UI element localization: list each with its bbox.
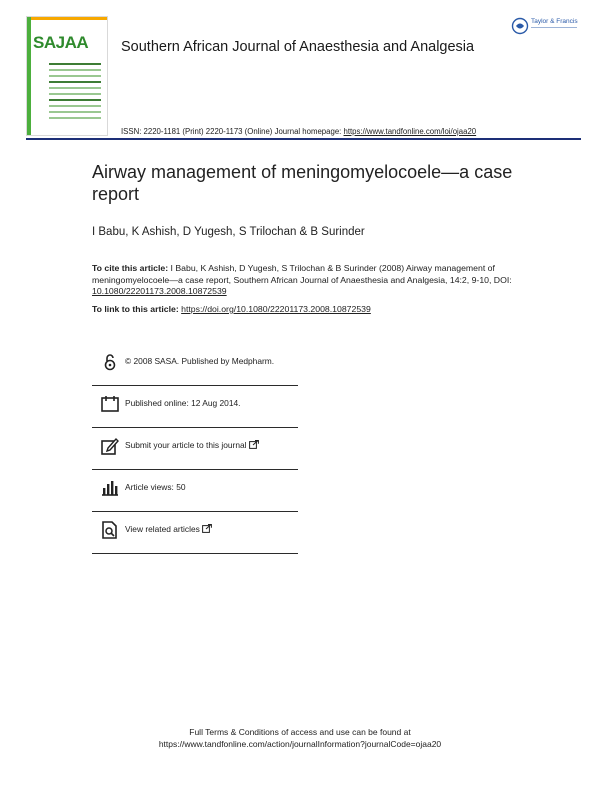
external-link-icon <box>249 440 259 449</box>
journal-name: Southern African Journal of Anaesthesia and Analgesia <box>121 39 475 55</box>
copyright-text: © 2008 SASA. Published by Medpharm. <box>125 356 275 366</box>
issn-text: ISSN: 2220-1181 (Print) 2220-1173 (Online) Journal homepage: <box>121 127 344 136</box>
cover-orange-bar <box>31 17 107 20</box>
journal-homepage-link[interactable]: https://www.tandfonline.com/loi/ojaa20 <box>343 127 477 136</box>
article-link-line <box>92 304 371 314</box>
open-access-icon <box>100 352 120 372</box>
footer-terms-url[interactable]: https://www.tandfonline.com/action/journalInformation?journalCode=ojaa20 <box>158 739 442 749</box>
published-online-text: Published online: 12 Aug 2014. <box>125 398 241 408</box>
bar-chart-icon <box>100 478 120 498</box>
cover-text-lines <box>49 63 101 123</box>
journal-cover-thumbnail <box>26 16 108 136</box>
footer <box>0 726 600 750</box>
link-label: To link to this article: <box>92 304 182 314</box>
article-views-item <box>92 470 298 512</box>
cite-text: I Babu, K Ashish, D Yugesh, S Trilochan & B Surinder (2008) Airway management of meningomyelocoele—a case report, Southern African Journal of Anaesthesia and Analgesia, 14:2, 9-10, DOI: <box>92 263 512 285</box>
cite-label: To cite this article: <box>92 263 169 273</box>
edit-icon <box>100 436 120 456</box>
publisher-logo-icon <box>511 17 529 35</box>
cover-title: SAJAA <box>33 33 89 52</box>
related-articles-item[interactable] <box>92 512 298 554</box>
published-online-item <box>92 386 298 428</box>
citation-block <box>92 263 522 298</box>
footer-terms-text: Full Terms & Conditions of access and use can be found at <box>189 727 411 737</box>
submit-article-item[interactable] <box>92 428 298 470</box>
article-info-list <box>92 344 298 554</box>
doi-link[interactable]: 10.1080/22201173.2008.10872539 <box>92 286 227 296</box>
article-authors: I Babu, K Ashish, D Yugesh, S Trilochan & B Surinder <box>92 226 365 238</box>
related-articles-link[interactable]: View related articles <box>125 524 212 534</box>
submit-article-link[interactable]: Submit your article to this journal <box>125 440 259 450</box>
copyright-item <box>92 344 298 386</box>
publisher-logo-text: Taylor & Francis <box>531 18 578 25</box>
issn-line <box>121 127 476 136</box>
publisher-logo <box>511 17 583 37</box>
cover-green-bar <box>27 17 31 135</box>
article-title: Airway management of meningomyelocoele—a case report <box>92 162 513 204</box>
external-link-icon <box>202 524 212 533</box>
article-views-text: Article views: 50 <box>125 482 186 492</box>
search-doc-icon <box>100 520 120 540</box>
calendar-icon <box>100 394 120 414</box>
header-divider <box>26 138 581 140</box>
article-doi-url[interactable]: https://doi.org/10.1080/22201173.2008.10872539 <box>181 304 371 314</box>
